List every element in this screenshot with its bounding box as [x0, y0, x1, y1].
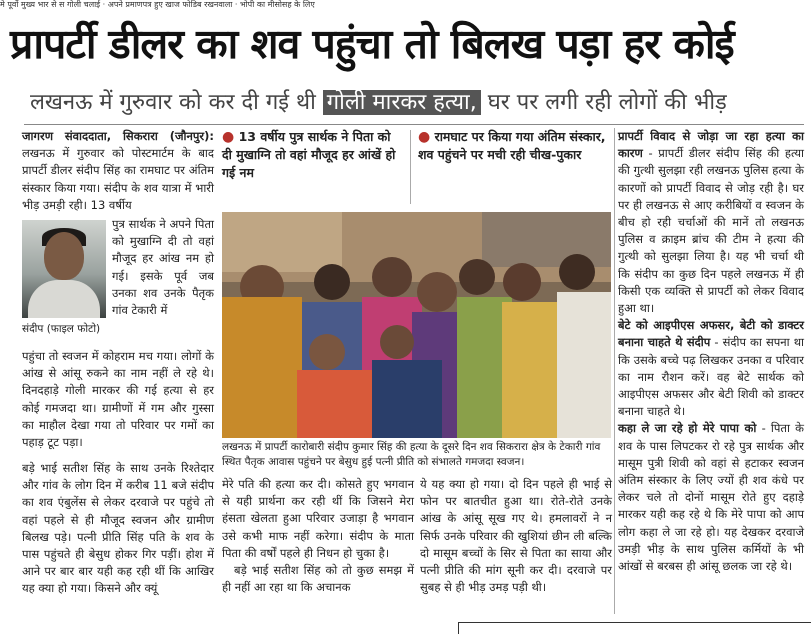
subhead-children-dreams: बेटे को आइपीएस अफसर, बेटी को डाक्टर बनाना चाहते थे संदीप	[618, 318, 804, 350]
subhead-highlight: गोली मारकर हत्या,	[323, 90, 481, 115]
subhead-part-2: घर पर लगी रही लोगों की भीड़	[487, 90, 727, 115]
column-3	[420, 476, 612, 596]
column-2-para2: बड़े भाई सतीश सिंह को तो कुछ समझ में ही नहीं आ रहा था कि अचानक	[222, 563, 414, 595]
subheadline	[30, 86, 800, 124]
dateline: जागरण संवाददाता, सिकरारा (जौनपुर):	[22, 129, 214, 143]
intro-text: लखनऊ में गुरुवार को पोस्टमार्टम के बाद प्रापर्टी डीलर संदीप सिंह का रामघाट पर अंतिम संस्कार किया गया। संदीप के शव यात्रा में भारी भीड़ उमड़ी रही। 13 वर्षीय	[22, 146, 214, 212]
bullet-dot-icon: ●	[222, 129, 235, 145]
grieving-family-photo	[222, 212, 611, 438]
bullet-dot-icon: ●	[418, 129, 431, 145]
bullet-divider	[410, 130, 411, 204]
subhead-property-dispute: प्रापर्टी विवाद से जोड़ा जा रहा हत्या का कारण	[618, 129, 804, 161]
bullet-text-2: रामघाट पर किया गया अंतिम संस्कार, शव पहुंचने पर मची रही चीख-पुकार	[418, 129, 606, 162]
column-4	[618, 128, 804, 575]
subhead-part-1: लखनऊ में गुरुवार को कर दी गई थी	[30, 90, 316, 115]
column-2	[222, 476, 414, 596]
highlight-bullet-1	[222, 128, 402, 206]
right-column-divider	[614, 128, 615, 614]
highlight-bullet-2	[418, 128, 608, 206]
main-photo-caption: लखनऊ में प्रापर्टी कारोबारी संदीप कुमार सिंह की हत्या के दूसरे दिन शव सिकरारा क्षेत्र के टेकारी गांव स्थित पैतृक आवास पहुंचने पर बेसुध हुई पत्नी प्रीति को संभालते गमजदा स्वजन।	[222, 441, 601, 468]
column-2-para1: मेरे पति की हत्या कर दी। कोसते हुए भगवान से यही प्रार्थना कर रही थीं कि जिसने मेरा हंसता खेलता हुआ परिवार उजाड़ा है भगवान उसे कभी माफ नहीं करेगा। संदीप के माता पिता की वर्षों पहले ही निधन हो चुका है।	[222, 477, 414, 560]
property-dispute-text: - प्रापर्टी डीलर संदीप सिंह की हत्या की गुत्थी सुलझा रही लखनऊ पुलिस हत्या के कारणों को प्रापर्टी विवाद से जोड़ रही है। घर पर ही लखनऊ से आए करीबियों व स्वजन के बीच हो रही चर्चाओं की मानें तो लखनऊ पुलिस व क्राइम ब्रांच की टीम ने हत्या की गुत्थी को सुलझा लिया है। यह भी चर्चा थी कि संदीप का कुछ दिन पहले लखनऊ में ही किसी एक व्यक्ति से प्रापर्टी को लेकर विवाद हुआ था।	[618, 146, 805, 316]
top-strip-text: मे पूर्वो मुख्य भार से स गोली चलाई · अपने प्रमाणपत्र हुए खाज फोडिब रखनवाला · भोपी का मीसोसह के लिए	[0, 0, 315, 9]
header-rule	[24, 124, 804, 125]
portrait-caption: संदीप (फाइल फोटो)	[22, 323, 101, 335]
bottom-box	[458, 622, 811, 634]
children-dreams-text: - संदीप का सपना था कि उसके बच्चे पढ़ लिखकर उनका व परिवार का नाम रौशन करें। वह बेटे सार्थक को आइपीएस अफसर और बेटी शिवी को डाक्टर बनाना चाहते थे।	[618, 335, 805, 419]
bottom-strip	[0, 620, 811, 633]
crowd-illustration	[222, 212, 611, 438]
subhead-where-taking-papa: कहा ले जा रहे हो मेरे पापा को	[618, 421, 757, 436]
column-1-para2: पहुंचा तो स्वजन में कोहराम मच गया। लोगों के आंख से आंसू रुकने का नाम नहीं ले रहे थे। दिनदहाड़े गोली मारकर की गई हत्या से हर कोई गमजदा था। ग्रामीणों में गम और गुस्सा का माहौल देखा गया तो परिवार पर गमों का पहाड़ टूट पड़ा।	[22, 349, 214, 450]
sandeep-portrait-photo	[22, 220, 106, 318]
where-taking-papa-text: - पिता के शव के पास लिपटकर रो रहे पुत्र सार्थक और मासूम पुत्री शिवी को वहां से हटाकर स्वजन अंतिम संस्कार के लिए ज्यों ही शव कंधे पर लेकर चले तो दोनों मासूम रोते हुए दहाड़े मारकर यही कह रहे थे कि मेरे पापा को आप लोग कहा ले जा रहे हो। यह देखकर दरवाजे उमड़ी भीड़ के साथ पुलिस कर्मियों के भी आंखों से बरबस ही आंसू छलक जा रहे थे।	[618, 421, 805, 574]
bullet-text-1: 13 वर्षीय पुत्र सार्थक ने पिता को दी मुखाग्नि तो वहां मौजूद हर आंखें हो गई नम	[222, 129, 396, 180]
column-3-para1: ये यह क्या हो गया। दो दिन पहले ही भाई से फोन पर बातचीत हुआ था। रोते-रोते उनके आंख के आंसू सूख गए थे। हमलावरों ने न सिर्फ उनके परिवार की खुशियां छीन ली बल्कि दो मासूम बच्चों के सिर से पिता का साया और पत्नी प्रीति की मांग सूनी कर दी। दरवाजे पर सुबह से ही भीड़ उमड़ पड़ी थी।	[420, 477, 612, 595]
column-1-intro	[22, 128, 214, 214]
column-1-para3: बड़े भाई सतीश सिंह के साथ उनके रिश्तेदार और गांव के लोग दिन में करीब 11 बजे संदीप का शव एंबुलेंस से लेकर दरवाजे पर पहुंचे तो वहां पहले से ही मौजूद स्वजन और ग्रामीण बिलख पड़े। पत्नी प्रीति सिंह पति के शव के पास पहुंचते ही बेसुध होकर गिर पड़ीं। होश में आने पर बार बार यही कह रही थीं कि आखिर यह क्या हो गया। किसने और क्यूं	[22, 461, 214, 596]
column-1-wrap-text: पुत्र सार्थक ने अपने पिता को मुखाग्नि दी तो वहां मौजूद हर आंख नम हो गई। इसके पूर्व जब उनका शव उनके पैतृक गांव टेकारी में	[112, 217, 214, 318]
headline: प्रापर्टी डीलर का शव पहुंचा तो बिलख पड़ा हर कोई	[10, 20, 734, 68]
